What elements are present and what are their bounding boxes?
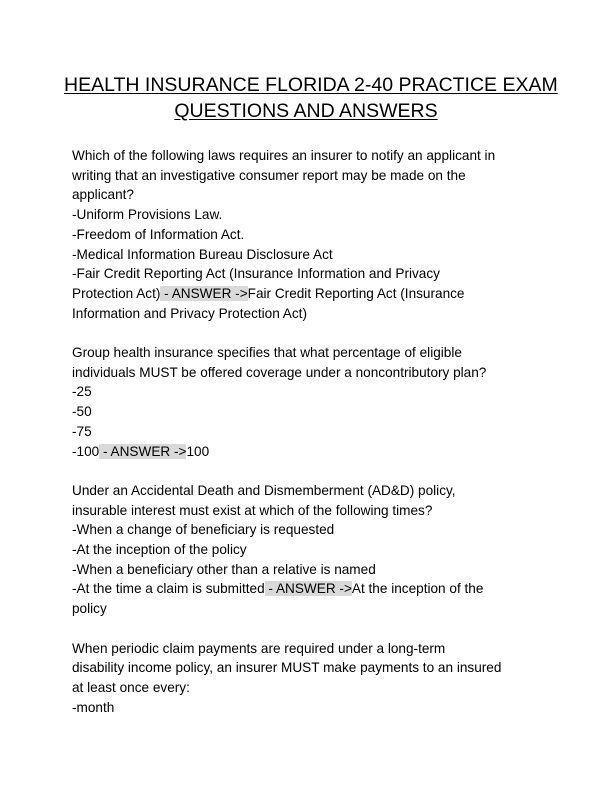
question-4 xyxy=(72,639,540,718)
question-stem-line: When periodic claim payments are required under a long-term xyxy=(72,640,446,656)
answer-line xyxy=(72,579,540,599)
answer-option-tail: -100 xyxy=(72,443,100,459)
answer-line xyxy=(72,284,540,304)
question-stem-line: individuals MUST be offered coverage under a noncontributory plan? xyxy=(72,364,487,380)
answer-option: -When a change of beneficiary is requested xyxy=(72,522,335,538)
answer-option: -At the inception of the policy xyxy=(72,542,247,558)
question-stem-line: writing that an investigative consumer report may be made on the xyxy=(72,167,466,183)
question-stem-line: Under an Accidental Death and Dismemberment (AD&D) policy, xyxy=(72,482,456,498)
document-title xyxy=(64,72,558,124)
answer-option: -Fair Credit Reporting Act (Insurance Information and Privacy xyxy=(72,266,440,282)
title-line-2: QUESTIONS AND ANSWERS xyxy=(174,100,438,122)
question-stem-line: Group health insurance specifies that what percentage of eligible xyxy=(72,345,462,361)
question-stem-line: disability income policy, an insurer MUST make payments to an insured xyxy=(72,660,502,676)
answer-option: -25 xyxy=(72,384,92,400)
question-3 xyxy=(72,481,540,619)
question-stem-line: Which of the following laws requires an insurer to notify an applicant in xyxy=(72,148,496,163)
answer-marker: - ANSWER -> xyxy=(160,285,248,301)
correct-answer: 100 xyxy=(186,443,210,459)
answer-option: -75 xyxy=(72,423,92,439)
answer-option-tail: -At the time a claim is submitted xyxy=(72,581,265,597)
answer-option-tail: Protection Act) xyxy=(72,285,161,301)
answer-option: -Uniform Provisions Law. xyxy=(72,207,223,223)
answer-option: -month xyxy=(72,699,115,715)
answer-line xyxy=(72,442,540,462)
correct-answer: Fair Credit Reporting Act (Insurance xyxy=(247,285,465,301)
title-line-1: HEALTH INSURANCE FLORIDA 2-40 PRACTICE EXAM xyxy=(64,74,558,96)
answer-option: -Freedom of Information Act. xyxy=(72,226,245,242)
answer-option: -Medical Information Bureau Disclosure Act xyxy=(72,246,333,262)
answer-option: -50 xyxy=(72,404,92,420)
answer-option: -When a beneficiary other than a relative is named xyxy=(72,561,376,577)
question-2 xyxy=(72,343,540,461)
correct-answer-continued: policy xyxy=(72,601,107,617)
question-1 xyxy=(72,146,540,323)
question-stem-line: at least once every: xyxy=(72,679,190,695)
correct-answer: At the inception of the xyxy=(351,581,484,597)
question-stem-line: insurable interest must exist at which of the following times? xyxy=(72,502,433,518)
question-stem-line: applicant? xyxy=(72,187,134,203)
correct-answer-continued: Information and Privacy Protection Act) xyxy=(72,305,307,321)
answer-marker: - ANSWER -> xyxy=(264,581,352,597)
answer-marker: - ANSWER -> xyxy=(99,443,187,459)
